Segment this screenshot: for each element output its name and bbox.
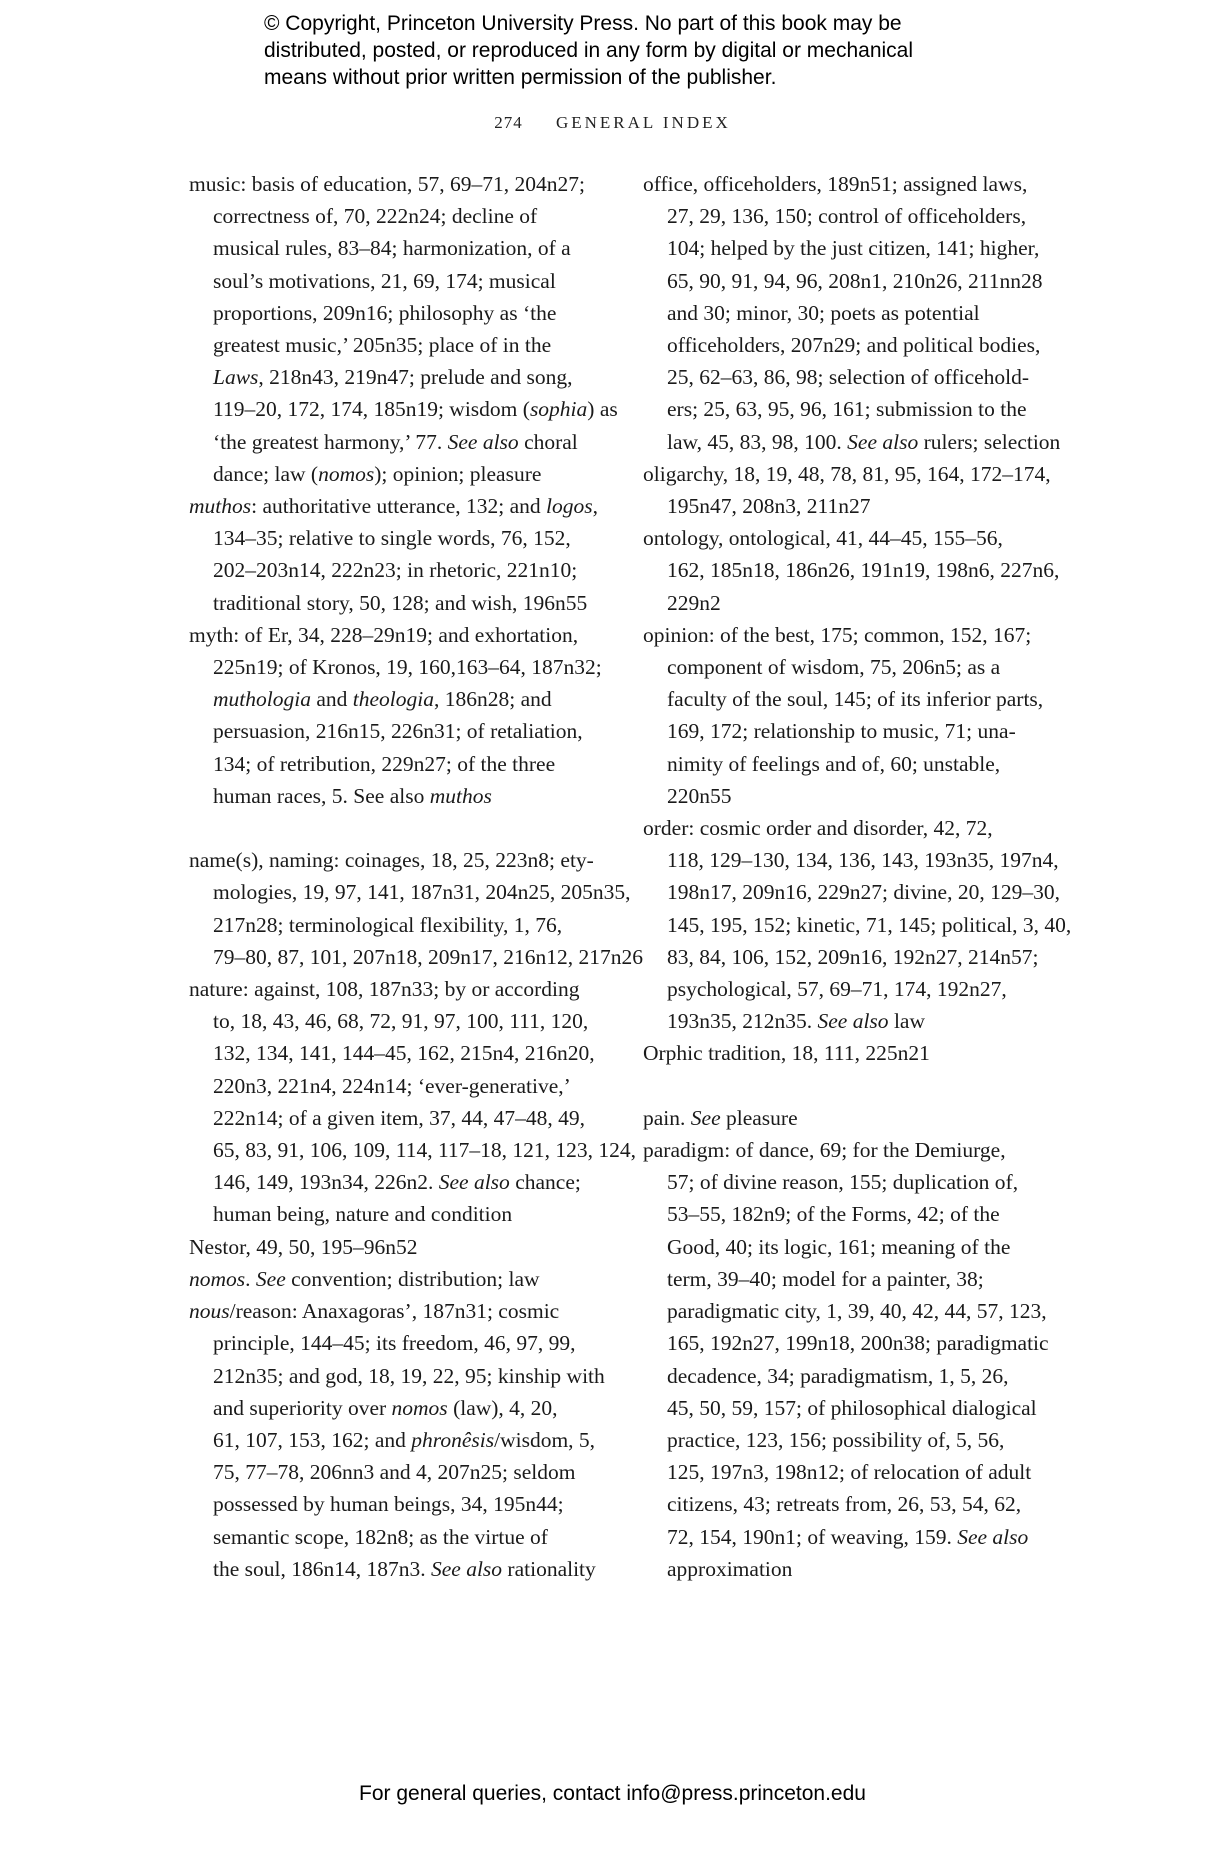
- index-text: 229n2: [667, 590, 721, 615]
- index-text: order: cosmic order and disorder, 42, 72,: [643, 816, 993, 841]
- index-entry: [189, 844, 643, 973]
- index-entry-continuation-line: [189, 232, 609, 264]
- index-column-left: [189, 168, 643, 1585]
- index-entry-continuation-line: [189, 1102, 609, 1134]
- index-text: oligarchy, 18, 19, 48, 78, 81, 95, 164, 172–174,: [643, 461, 1051, 486]
- index-entry-continuation-line: [643, 651, 1063, 683]
- index-text: 75, 77–78, 206nn3 and 4, 207n25; seldom: [213, 1460, 576, 1485]
- index-entry: [643, 1134, 1063, 1585]
- index-text: name(s), naming: coinages, 18, 25, 223n8; ety-: [189, 848, 594, 873]
- index-entry-continuation-line: [189, 522, 609, 554]
- italic-term: phronêsis: [411, 1427, 495, 1452]
- index-entry-continuation-line: [189, 265, 609, 297]
- index-entry-continuation-line: [643, 554, 1063, 586]
- italic-term: See also: [817, 1009, 889, 1034]
- index-text: 217n28; terminological flexibility, 1, 76,: [213, 912, 563, 937]
- index-text: the soul, 186n14, 187n3.: [213, 1556, 431, 1581]
- index-entry-continuation-line: [189, 297, 609, 329]
- italic-term: nous: [189, 1299, 230, 1324]
- italic-term: muthologia: [213, 687, 311, 712]
- index-text: law: [888, 1009, 925, 1034]
- copyright-line: means without prior written permission of the publisher.: [264, 66, 777, 89]
- index-text: myth: of Er, 34, 228–29n19; and exhortation,: [189, 622, 579, 647]
- index-entry-continuation-line: [643, 876, 1063, 908]
- index-entry: [189, 168, 618, 490]
- index-text: 134; of retribution, 229n27; of the three: [213, 751, 556, 776]
- index-entry: [643, 458, 1063, 522]
- index-entry-continuation-line: [189, 458, 609, 490]
- index-entry-continuation-line: [189, 1070, 609, 1102]
- index-entry-continuation-line: [189, 1521, 609, 1553]
- index-entry: [643, 1037, 1063, 1069]
- index-text: 225n19; of Kronos, 19, 160,163–64, 187n32;: [213, 655, 602, 680]
- copyright-line: © Copyright, Princeton University Press. No part of this book may be: [264, 12, 902, 35]
- index-entry-continuation-line: [643, 1488, 1063, 1520]
- index-entry-heading-line: [189, 973, 609, 1005]
- index-text: psychological, 57, 69–71, 174, 192n27,: [667, 977, 1007, 1002]
- index-entry-continuation-line: [189, 1488, 609, 1520]
- index-entry-continuation-line: [189, 361, 609, 393]
- index-entry-continuation-line: [189, 909, 609, 941]
- index-entry-continuation-line: [189, 683, 609, 715]
- copyright-line: distributed, posted, or reproduced in any form by digital or mechanical: [264, 39, 914, 62]
- index-entry-continuation-line: [643, 426, 1063, 458]
- index-entry-continuation-line: [643, 973, 1063, 1005]
- index-text: : authoritative utterance, 132; and: [251, 494, 547, 519]
- index-text: 202–203n14, 222n23; in rhetoric, 221n10;: [213, 558, 578, 583]
- index-text: ); opinion; pleasure: [374, 461, 542, 486]
- index-text: 220n55: [667, 783, 732, 808]
- page-number: 274: [494, 113, 523, 132]
- index-entry-continuation-line: [189, 1360, 609, 1392]
- index-text: ers; 25, 63, 95, 96, 161; submission to the: [667, 397, 1027, 422]
- index-entry-continuation-line: [189, 1456, 609, 1488]
- index-text: 162, 185n18, 186n26, 191n19, 198n6, 227n6,: [667, 558, 1060, 583]
- index-entry-continuation-line: [189, 780, 609, 812]
- index-entry-continuation-line: [189, 1553, 609, 1585]
- index-text: (law), 4, 20,: [447, 1395, 558, 1420]
- index-entry-continuation-line: [643, 1553, 1063, 1585]
- index-entry-continuation-line: [643, 490, 1063, 522]
- italic-term: See also: [430, 1556, 503, 1581]
- index-text: 27, 29, 136, 150; control of officeholders,: [667, 204, 1027, 229]
- index-text: paradigm: of dance, 69; for the Demiurge,: [643, 1138, 1006, 1163]
- index-entry-continuation-line: [189, 1134, 637, 1166]
- index-entry-continuation-line: [643, 1392, 1063, 1424]
- index-entry-continuation-line: [643, 941, 1063, 973]
- index-text: mologies, 19, 97, 141, 187n31, 204n25, 205n35,: [213, 880, 631, 905]
- index-text: component of wisdom, 75, 206n5; as a: [667, 655, 1001, 680]
- index-text: musical rules, 83–84; harmonization, of a: [213, 236, 571, 261]
- index-text: term, 39–40; model for a painter, 38;: [667, 1266, 984, 1291]
- letter-group-gap: [643, 1070, 1063, 1102]
- italic-term: nomos: [318, 461, 375, 486]
- index-text: 165, 192n27, 199n18, 200n38; paradigmatic: [667, 1331, 1049, 1356]
- index-text: 193n35, 212n35.: [667, 1009, 818, 1034]
- index-entry-continuation-line: [643, 361, 1063, 393]
- index-text: 198n17, 209n16, 229n27; divine, 20, 129–30,: [667, 880, 1060, 905]
- index-entry-heading-line: [189, 168, 609, 200]
- index-column-right: [643, 168, 1072, 1585]
- index-entry-continuation-line: [189, 1392, 609, 1424]
- index-text: 65, 83, 91, 106, 109, 114, 117–18, 121, 123, 124,: [213, 1138, 637, 1163]
- index-text: , 186n28; and: [433, 687, 552, 712]
- index-entry-heading-line: [189, 1263, 609, 1295]
- index-entry-continuation-line: [643, 844, 1063, 876]
- index-text: opinion: of the best, 175; common, 152, 167;: [643, 622, 1032, 647]
- index-entry-continuation-line: [643, 1005, 1063, 1037]
- index-text: 134–35; relative to single words, 76, 152,: [213, 526, 571, 551]
- index-entry-continuation-line: [643, 1295, 1063, 1327]
- italic-term: nomos: [391, 1395, 448, 1420]
- index-entry-heading-line: [643, 458, 1063, 490]
- index-text: Good, 40; its logic, 161; meaning of the: [667, 1234, 1011, 1259]
- index-entry-heading-line: [643, 1037, 1063, 1069]
- index-entry-continuation-line: [643, 683, 1063, 715]
- index-entry-continuation-line: [643, 265, 1063, 297]
- index-entry: [643, 619, 1063, 812]
- index-text: law, 45, 83, 98, 100.: [667, 429, 848, 454]
- letter-group-gap: [189, 812, 609, 844]
- index-text: decadence, 34; paradigmatism, 1, 5, 26,: [667, 1363, 1009, 1388]
- index-entry-continuation-line: [189, 1037, 609, 1069]
- index-text: .: [245, 1266, 256, 1291]
- index-text: human being, nature and condition: [213, 1202, 513, 1227]
- index-text: officeholders, 207n29; and political bodies,: [667, 333, 1041, 358]
- index-entry-continuation-line: [189, 1005, 609, 1037]
- footer-contact: For general queries, contact info@press.princeton.edu: [359, 1782, 866, 1805]
- index-text: 146, 149, 193n34, 226n2.: [213, 1170, 439, 1195]
- index-text: correctness of, 70, 222n24; decline of: [213, 204, 538, 229]
- index-text: rulers; selection: [918, 429, 1061, 454]
- running-head: [0, 113, 1225, 133]
- index-entry-continuation-line: [189, 329, 609, 361]
- index-entry-continuation-line: [189, 587, 609, 619]
- index-entry: [643, 168, 1063, 458]
- index-text: office, officeholders, 189n51; assigned laws,: [643, 172, 1028, 196]
- index-text: 222n14; of a given item, 37, 44, 47–48, 49,: [213, 1105, 586, 1130]
- index-text: ontology, ontological, 41, 44–45, 155–56,: [643, 526, 1003, 551]
- index-text: 45, 50, 59, 157; of philosophical dialogical: [667, 1395, 1037, 1420]
- index-entry-continuation-line: [643, 1327, 1063, 1359]
- italic-term: nomos: [189, 1266, 246, 1291]
- index-entry-continuation-line: [643, 393, 1063, 425]
- index-entry-continuation-line: [189, 200, 609, 232]
- index-text: 145, 195, 152; kinetic, 71, 145; political, 3, 40,: [667, 912, 1072, 937]
- index-entry-heading-line: [643, 619, 1063, 651]
- index-entry: [189, 1231, 609, 1263]
- index-text: 83, 84, 106, 152, 209n16, 192n27, 214n57;: [667, 944, 1039, 969]
- index-entry-continuation-line: [189, 393, 618, 425]
- italic-term: theologia: [352, 687, 434, 712]
- copyright-notice: [264, 10, 913, 91]
- index-text: 212n35; and god, 18, 19, 22, 95; kinship with: [213, 1363, 605, 1388]
- index-text: to, 18, 43, 46, 68, 72, 91, 97, 100, 111, 120,: [213, 1009, 589, 1034]
- index-text: and: [310, 687, 353, 712]
- index-text: principle, 144–45; its freedom, 46, 97, 99,: [213, 1331, 576, 1356]
- index-text: and superiority over: [213, 1395, 392, 1420]
- index-text: persuasion, 216n15, 226n31; of retaliation,: [213, 719, 583, 744]
- index-entry: [643, 1102, 1063, 1134]
- italic-term: muthos: [429, 783, 492, 808]
- italic-term: See: [255, 1266, 286, 1291]
- index-entry: [189, 1263, 609, 1295]
- index-entry-continuation-line: [643, 1521, 1063, 1553]
- italic-term: See also: [447, 429, 519, 454]
- index-text: Orphic tradition, 18, 111, 225n21: [643, 1041, 930, 1066]
- italic-term: sophia: [529, 397, 588, 422]
- index-entry-continuation-line: [643, 1424, 1063, 1456]
- index-entry-heading-line: [189, 490, 609, 522]
- index-text: choral: [518, 429, 578, 454]
- index-text: /reason: Anaxagoras’, 187n31; cosmic: [229, 1299, 560, 1324]
- index-text: traditional story, 50, 128; and wish, 196n55: [213, 590, 588, 615]
- index-entry: [189, 490, 609, 619]
- index-entry-continuation-line: [189, 651, 609, 683]
- index-text: ) as: [587, 397, 618, 422]
- index-entry-heading-line: [189, 1295, 609, 1327]
- italic-term: See also: [957, 1524, 1029, 1549]
- index-entry-continuation-line: [189, 1198, 609, 1230]
- index-text: 25, 62–63, 86, 98; selection of officehold-: [667, 365, 1030, 390]
- index-text: nature: against, 108, 187n33; by or according: [189, 977, 580, 1002]
- index-entry-continuation-line: [643, 909, 1072, 941]
- index-text: paradigmatic city, 1, 39, 40, 42, 44, 57, 123,: [667, 1299, 1047, 1324]
- index-text: proportions, 209n16; philosophy as ‘the: [213, 300, 557, 325]
- index-entry-continuation-line: [189, 1166, 609, 1198]
- index-text: and 30; minor, 30; poets as potential: [667, 300, 980, 325]
- index-text: possessed by human beings, 34, 195n44;: [213, 1492, 564, 1517]
- index-entry-heading-line: [643, 522, 1063, 554]
- index-entry-heading-line: [643, 168, 1063, 200]
- index-entry: [643, 522, 1063, 619]
- index-text: music: basis of education, 57, 69–71, 204n27;: [189, 172, 585, 196]
- index-text: rationality: [502, 1556, 596, 1581]
- index-text: ‘the greatest harmony,’ 77.: [213, 429, 448, 454]
- index-entry-continuation-line: [643, 1456, 1063, 1488]
- index-entry-continuation-line: [189, 748, 609, 780]
- index-text: chance;: [509, 1170, 581, 1195]
- italic-term: See also: [847, 429, 919, 454]
- index-text: 169, 172; relationship to music, 71; una-: [667, 719, 1016, 744]
- italic-term: muthos: [189, 494, 252, 519]
- index-entry: [643, 812, 1072, 1037]
- index-text: faculty of the soul, 145; of its inferior parts,: [667, 687, 1044, 712]
- index-entry-continuation-line: [189, 715, 609, 747]
- index-text: citizens, 43; retreats from, 26, 53, 54, 62,: [667, 1492, 1022, 1517]
- index-text: pleasure: [720, 1105, 798, 1130]
- index-entry-continuation-line: [189, 554, 609, 586]
- index-entry-continuation-line: [189, 1424, 609, 1456]
- section-title: GENERAL INDEX: [555, 113, 731, 132]
- index-entry-heading-line: [643, 812, 1063, 844]
- index-text: dance; law (: [213, 461, 319, 486]
- index-text: 119–20, 172, 174, 185n19; wisdom (: [213, 397, 530, 422]
- index-text: 132, 134, 141, 144–45, 162, 215n4, 216n20,: [213, 1041, 595, 1066]
- index-entry: [189, 973, 637, 1231]
- index-text: Nestor, 49, 50, 195–96n52: [189, 1234, 418, 1259]
- index-text: 53–55, 182n9; of the Forms, 42; of the: [667, 1202, 1000, 1227]
- index-entry-continuation-line: [189, 941, 643, 973]
- index-entry-heading-line: [643, 1102, 1063, 1134]
- index-entry-continuation-line: [643, 715, 1063, 747]
- index-text: ,: [592, 494, 599, 519]
- index-entry-continuation-line: [643, 1198, 1063, 1230]
- index-entry-continuation-line: [643, 297, 1063, 329]
- index-entry-continuation-line: [189, 426, 609, 458]
- index-entry-heading-line: [643, 1134, 1063, 1166]
- index-entry-heading-line: [189, 1231, 609, 1263]
- index-entry-heading-line: [189, 844, 609, 876]
- index-entry-continuation-line: [643, 587, 1063, 619]
- index-text: 125, 197n3, 198n12; of relocation of adult: [667, 1460, 1032, 1485]
- index-text: 118, 129–130, 134, 136, 143, 193n35, 197n4,: [667, 848, 1059, 873]
- index-entry-continuation-line: [643, 200, 1063, 232]
- index-text: 195n47, 208n3, 211n27: [667, 494, 871, 519]
- index-text: practice, 123, 156; possibility of, 5, 56,: [667, 1427, 1005, 1452]
- index-text: 61, 107, 153, 162; and: [213, 1427, 412, 1452]
- italic-term: See also: [438, 1170, 510, 1195]
- index-text: , 218n43, 219n47; prelude and song,: [258, 365, 573, 390]
- index-text: 72, 154, 190n1; of weaving, 159.: [667, 1524, 958, 1549]
- index-entry-heading-line: [189, 619, 609, 651]
- index-text: 57; of divine reason, 155; duplication of,: [667, 1170, 1019, 1195]
- index-entry-continuation-line: [643, 1166, 1063, 1198]
- index-entry-continuation-line: [643, 748, 1063, 780]
- index-text: greatest music,’ 205n35; place of in the: [213, 333, 552, 358]
- index-text: /wisdom, 5,: [494, 1427, 596, 1452]
- index-entry-continuation-line: [643, 1360, 1063, 1392]
- index-text: pain.: [643, 1105, 691, 1130]
- index-entry-continuation-line: [189, 876, 631, 908]
- index-text: 65, 90, 91, 94, 96, 208n1, 210n26, 211nn28: [667, 268, 1043, 293]
- italic-term: Laws: [213, 365, 259, 390]
- italic-term: logos: [546, 494, 593, 519]
- index-text: nimity of feelings and of, 60; unstable,: [667, 751, 1001, 776]
- index-text: convention; distribution; law: [285, 1266, 540, 1291]
- index-entry-continuation-line: [643, 329, 1063, 361]
- index-text: approximation: [667, 1556, 793, 1581]
- index-text: semantic scope, 182n8; as the virtue of: [213, 1524, 548, 1549]
- index-entry-continuation-line: [643, 232, 1063, 264]
- index-text: human races, 5. See also: [213, 783, 430, 808]
- index-entry: [189, 1295, 609, 1585]
- index-entry-continuation-line: [643, 1231, 1063, 1263]
- index-text: soul’s motivations, 21, 69, 174; musical: [213, 268, 556, 293]
- index-text: 79–80, 87, 101, 207n18, 209n17, 216n12, 217n26: [213, 944, 643, 969]
- index-entry-continuation-line: [189, 1327, 609, 1359]
- index-entry: [189, 619, 609, 812]
- index-text: 220n3, 221n4, 224n14; ‘ever-generative,’: [213, 1073, 571, 1098]
- index-text: 104; helped by the just citizen, 141; higher,: [667, 236, 1040, 261]
- index-entry-continuation-line: [643, 780, 1063, 812]
- italic-term: See: [690, 1105, 721, 1130]
- index-entry-continuation-line: [643, 1263, 1063, 1295]
